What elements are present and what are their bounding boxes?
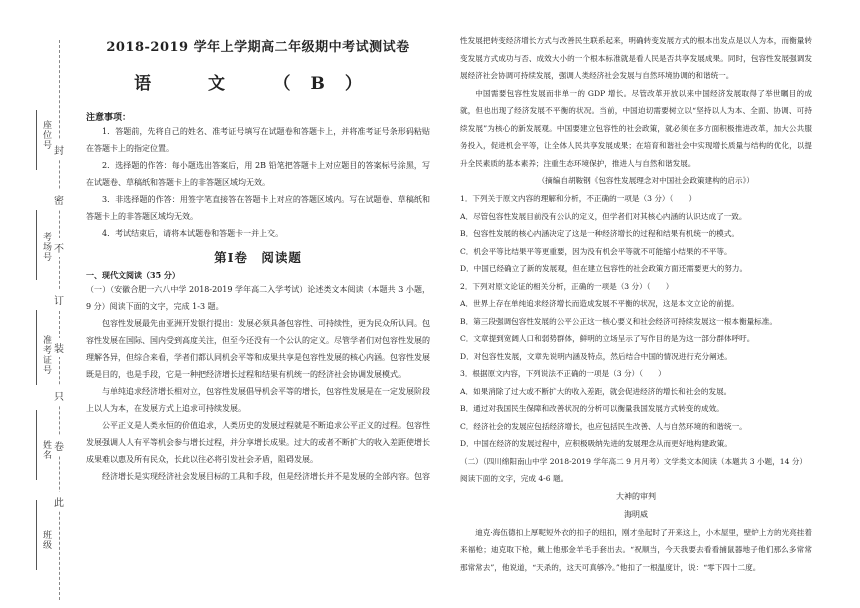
- question-option: D．中国在经济的发展过程中，应积极吸纳先进的发展理念从而更好地构建政策。: [460, 439, 732, 448]
- class-line: [36, 500, 37, 570]
- story-author: 海明威: [624, 509, 648, 519]
- question-option: A．世界上存在单纯追求经济增长而造成发展不平衡的状况，这是本文立论的前提。: [460, 299, 739, 308]
- passage-source: （摘编自胡鞍钢《包容性发展理念对中国社会政策建构的启示》）: [537, 176, 754, 185]
- seal-line: [59, 40, 60, 600]
- subject-title: 语 文 （B）: [134, 74, 382, 94]
- seal-char: 此: [54, 492, 64, 511]
- passage-intro: （一）（安徽合肥一六八中学 2018-2019 学年高二入学考试）论述类文本阅读（本题共 3 小题，9 分）阅读下面的文字，完成 1-3 题。: [86, 285, 430, 311]
- seal-char: 只: [54, 386, 64, 405]
- name-label: 姓名: [41, 440, 51, 460]
- question-option: B．包容性发展的核心内涵决定了这是一种经济增长的过程和结果有机统一的模式。: [460, 229, 739, 238]
- binding-strip: [0, 0, 76, 608]
- section-title: 第Ⅰ卷 阅读题: [214, 250, 302, 265]
- admission-line: [36, 310, 37, 385]
- seal-char: 密: [54, 190, 64, 209]
- question-option: D．对包容性发展，文章先说明内涵及特点，然后结合中国的情况进行充分阐述。: [460, 351, 732, 361]
- seal-char: 装: [54, 338, 64, 357]
- story-paragraph: 迪克·海伍德扣上厚呢短外衣的扣子的纽扣，刚才坐起时了开来这上，小木屋里，壁炉上方的光亮挂着来福枪；迪克取下枪，戴上他那金羊毛手套出去。“祝顺当，今天我要去看看捕鼠器地子他们那么多常常那常常去”，他说道，“天杀的，这天可真够冷。”他扣了一根温度计，说：“零下四十二度。: [460, 527, 812, 572]
- notice-item: 4．考试结束后，请将本试题卷和答题卡一并上交。: [102, 229, 284, 238]
- name-line: [36, 410, 37, 480]
- question-option: C．文章提到宽阔人口和弱势群体，鲜明的立场呈示了写作目的是为这一部分群体呼吁。: [460, 334, 755, 343]
- question-stem: 1．下列关于原文内容的理解和分析，不正确的一项是（3 分）（ ）: [460, 194, 697, 203]
- passage-intro: （二）（四川绵阳南山中学 2018-2019 学年高二 9 月月考）文学类文本阅读（本题共 3 小题，14 分）阅读下面的文字，完成 4-6 题。: [460, 456, 808, 483]
- question-option: B．第三段强调包容性发展的公平公正这一核心要义和社会经济可持续发展这一根本衡量标准。: [460, 316, 777, 326]
- seat-line: [36, 110, 37, 170]
- notice-item: 1．答题前，先将自己的姓名、准考证号填写在试题卷和答题卡上，并将准考证号条形码粘贴在答题卡上的指定位置。: [86, 127, 430, 153]
- seat-label: 座位号: [41, 120, 51, 150]
- exam-room-line: [36, 210, 37, 280]
- notice-item: 2．选择题的作答：每小题选出答案后，用 2B 铅笔把答题卡上对应题目的答案标号涂黑，写在试题卷、草稿纸和答题卡上的非答题区域均无效。: [86, 161, 430, 187]
- passage-paragraph: 与单纯追求经济增长相对立，包容性发展倡导机会平等的增长，包容性发展是在一定发展阶段上以人为本，在发展方式上追求可持续发展。: [86, 387, 430, 413]
- exam-title: 2018-2019 学年上学期高二年级期中考试测试卷: [106, 40, 410, 55]
- seal-char: 订: [54, 290, 64, 309]
- right-column: [460, 32, 812, 576]
- class-label: 班级: [41, 530, 51, 550]
- passage-paragraph: 包容性发展最先由亚洲开发银行提出：发展必须具备包容性、可持续性，更为民众所认同。包容性发展在国际、国内受到高度关注，但至今还没有一个公认的定义。尽管学者们对包容性发展的理解各异，但综合来看，学者们都认同机会平等和成果共享是包容性发展的核心内涵。包容性发展既是目的，也是手段，它是一种把经济增长过程和结果有机统一的经济社会协调发展模式。: [86, 319, 430, 379]
- seal-char: 卷: [54, 436, 64, 455]
- question-option: B．通过对我国民生保障和改善状况的分析可以衡量我国发展方式转变的成效。: [460, 404, 724, 413]
- question-stem: 3．根据原文内容，下列说法不正确的一项是（3 分）（ ）: [460, 369, 666, 378]
- admission-label: 准考证号: [41, 335, 51, 375]
- story-title: 大神的审判: [616, 491, 656, 501]
- passage-paragraph: 性发展把转变经济增长方式与改善民生联系起来，明确转变发展方式的根本出发点是以人为本，而衡量转变发展方式成功与否、成效大小的一个根本标准就是看人民是否共享发展成果。同时，包容性发展强调发展经济社会协调可持续发展，强调人类经济社会发展与自然环境协调的和谐统一。: [460, 36, 812, 80]
- passage-paragraph: 公平正义是人类永恒的价值追求，人类历史的发展过程就是不断追求公平正义的过程。包容性发展强调人人有平等机会参与增长过程，并分享增长成果。过大的或者不断扩大的收入差距使增长成果难以惠及所有民众，长此以往必将引发社会矛盾，阻碍发展。: [86, 421, 430, 464]
- question-option: A．尽管包容性发展目前没有公认的定义，但学者们对其核心内涵的认识达成了一致。: [460, 211, 747, 221]
- passage-paragraph: 中国需要包容性发展而非单一的 GDP 增长。尽管改革开放以来中国经济发展取得了举世瞩目的成就，但也出现了经济发展不平衡的状况。当前，中国迫切需要树立以“坚持以人为本、全面、协调、可持续发展”为核心的新发展观。中国要建立包容性的社会政策，就必须在多方面积极推进改革，加大公共服务投入，促进机会平等，让全体人民共享发展成果；在培育和谐社会中实现增长质量与结构的优化，以提升全民素质的基本素养；注重生态环境保护，推进人与自然和谐发展。: [460, 88, 812, 168]
- seal-char: 封: [54, 140, 64, 159]
- notice-heading: 注意事项：: [86, 113, 132, 123]
- question-option: C．经济社会的发展应包括经济增长，也应包括民生改善、人与自然环境的和谐统一。: [460, 421, 747, 431]
- question-option: C．机会平等比结果平等更重要，因为没有机会平等就不可能缩小结果的不平等。: [460, 246, 732, 256]
- question-option: D．中国已经确立了新的发展观，但在建立包容性的社会政策方面还需要更大的努力。: [460, 264, 748, 273]
- left-column: [86, 30, 430, 485]
- exam-room-label: 考场号: [41, 232, 51, 262]
- notice-item: 3．非选择题的作答：用签字笔直接答在答题卡上对应的答题区域内。写在试题卷、草稿纸和答题卡上的非答题区域均无效。: [86, 195, 430, 221]
- part-heading: 一、现代文阅读（35 分）: [86, 270, 180, 280]
- question-stem: 2．下列对原文论证的相关分析，正确的一项是（3 分）（ ）: [460, 281, 674, 291]
- passage-paragraph: 经济增长是实现经济社会发展目标的工具和手段，但是经济增长并不是发展的全部内容。包容: [102, 472, 430, 481]
- seal-char: 不: [54, 238, 64, 257]
- question-option: A．如果消除了过大或不断扩大的收入差距，就会促进经济的增长和社会的发展。: [460, 386, 732, 396]
